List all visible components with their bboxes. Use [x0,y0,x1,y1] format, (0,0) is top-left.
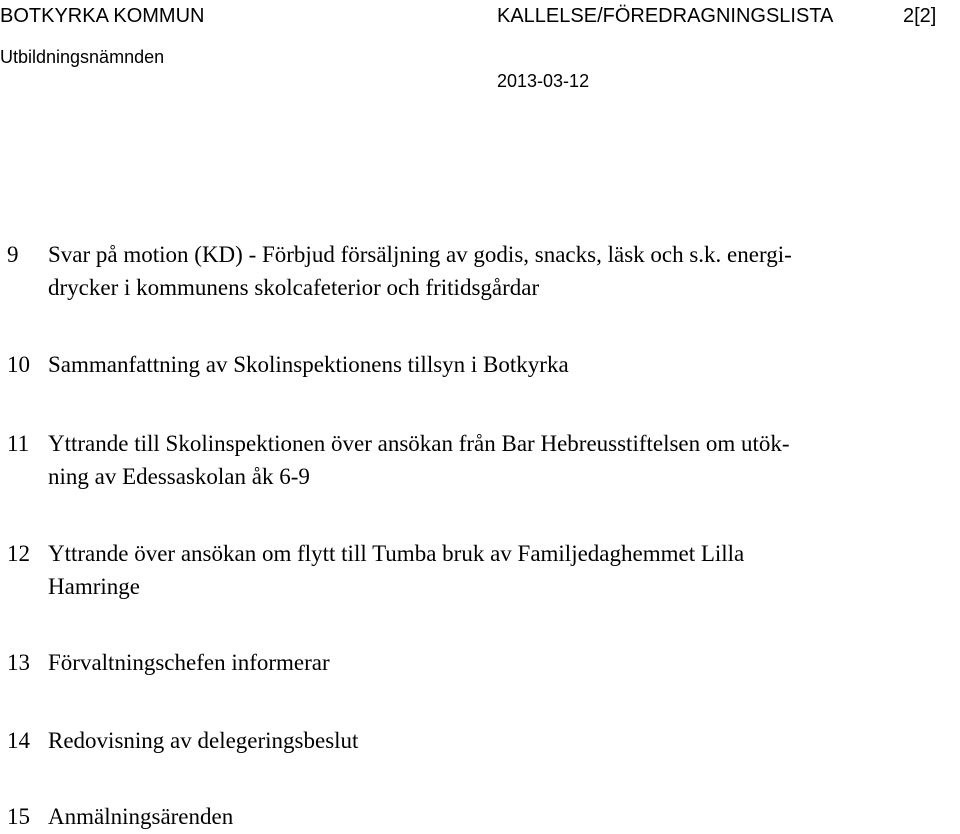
agenda-item-title: Sammanfattning av Skolinspektionens tillsyn i Botkyrka [48,352,569,377]
agenda-item-number: 9 [7,242,19,267]
committee-name: Utbildningsnämnden [0,47,165,67]
agenda-item-number: 15 [7,804,30,829]
agenda-item-title: Anmälningsärenden [48,804,234,829]
agenda-item-title: Yttrande över ansökan om flytt till Tumba bruk av Familjedaghemmet Lilla Hamringe [48,541,745,599]
agenda-item-number: 14 [7,728,30,753]
agenda-item-title: Yttrande till Skolinspektionen över ansökan från Bar Hebreusstiftelsen om utök- ning av Edessaskolan åk 6-9 [48,431,790,489]
agenda-item-number: 12 [7,541,30,566]
agenda-item-number: 13 [7,650,30,675]
organization-name: BOTKYRKA KOMMUN [0,5,205,27]
meeting-date: 2013-03-12 [497,71,590,91]
agenda-item-number: 11 [7,431,30,456]
agenda-item-title: Redovisning av delegeringsbeslut [48,728,359,753]
page-indicator: 2[2] [903,5,937,27]
document-type: KALLELSE/FÖREDRAGNINGSLISTA [497,5,834,27]
agenda-item-title: Svar på motion (KD) - Förbjud försäljning av godis, snacks, läsk och s.k. energi- drycker i kommunens skolcafeterior och fritidsgårdar [48,242,792,300]
agenda-item-title: Förvaltningschefen informerar [48,650,330,675]
agenda-item-number: 10 [7,352,30,377]
